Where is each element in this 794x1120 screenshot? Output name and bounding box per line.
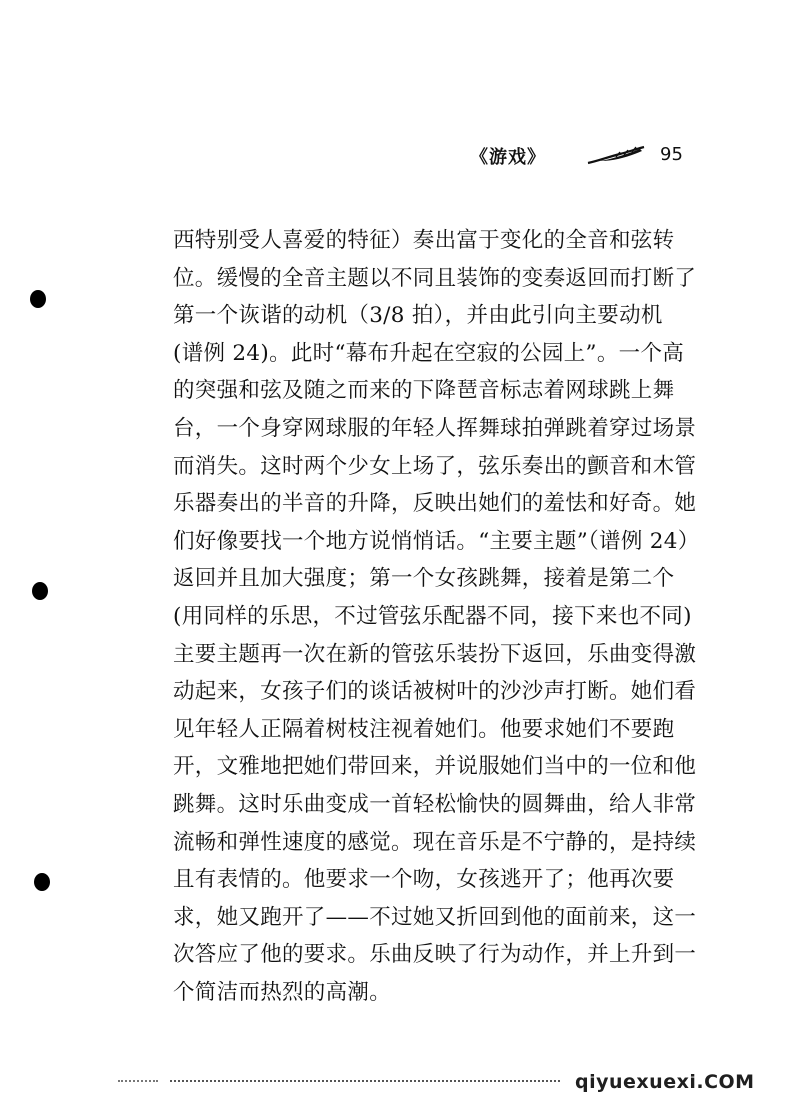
- text-line: (用同样的乐思，不过管弦乐配器不同，接下来也不同): [173, 603, 692, 629]
- punch-hole-icon: [30, 290, 46, 308]
- text-line: 见年轻人正隔着树枝注视着她们。他要求她们不要跑: [173, 716, 675, 742]
- text-line: 的突强和弦及随之而来的下降琶音标志着网球跳上舞: [173, 378, 675, 404]
- header-title: 《游戏》: [470, 147, 546, 168]
- punch-hole-icon: [32, 582, 48, 600]
- text-line: 返回并且加大强度；第一个女孩跳舞，接着是第二个: [173, 566, 675, 592]
- text-line: 台，一个身穿网球服的年轻人挥舞球拍弹跳着穿过场景: [173, 415, 697, 441]
- footer-rule-left: [118, 1080, 158, 1082]
- footer-rule: [170, 1080, 560, 1082]
- text-line: 西特别受人喜爱的特征）奏出富于变化的全音和弦转: [173, 228, 675, 253]
- site-watermark: qiyuexuexi.COM: [575, 1071, 755, 1093]
- body-paragraph: [173, 222, 718, 1011]
- text-line: 乐器奏出的半音的升降，反映出她们的羞怯和好奇。她: [173, 491, 697, 517]
- text-line: 而消失。这时两个少女上场了，弦乐奏出的颤音和木管: [173, 453, 697, 479]
- page-number: 95: [660, 144, 683, 165]
- text-line: 动起来，女孩子们的谈话被树叶的沙沙声打断。她们看: [173, 679, 697, 705]
- text-line: 第一个诙谐的动机（3/8 拍），并由此引向主要动机: [173, 303, 663, 329]
- text-line: 主要主题再一次在新的管弦乐装扮下返回，乐曲变得激: [173, 641, 697, 667]
- text-line: 跳舞。这时乐曲变成一首轻松愉快的圆舞曲，给人非常: [173, 791, 697, 817]
- punch-hole-icon: [34, 873, 50, 891]
- text-line: 开，文雅地把她们带回来，并说服她们当中的一位和他: [173, 754, 697, 780]
- text-line: 次答应了他的要求。乐曲反映了行为动作，并上升到一: [173, 942, 697, 968]
- text-line: 求，她又跑开了——不过她又折回到他的面前来，这一: [173, 904, 697, 930]
- text-line: 位。缓慢的全音主题以不同且装饰的变奏返回而打断了: [173, 265, 697, 291]
- text-line: (谱例 24)。此时“幕布升起在空寂的公园上”。一个高: [173, 340, 685, 366]
- text-line: 个简洁而热烈的高潮。: [173, 979, 392, 1005]
- running-header: [470, 143, 710, 173]
- text-line: 流畅和弹性速度的感觉。现在音乐是不宁静的，是持续: [173, 829, 697, 855]
- quill-flourish-icon: [586, 145, 646, 167]
- text-line: 且有表情的。他要求一个吻，女孩逃开了；他再次要: [173, 867, 675, 893]
- text-line: 们好像要找一个地方说悄悄话。“主要主题”（谱例 24）: [173, 528, 700, 554]
